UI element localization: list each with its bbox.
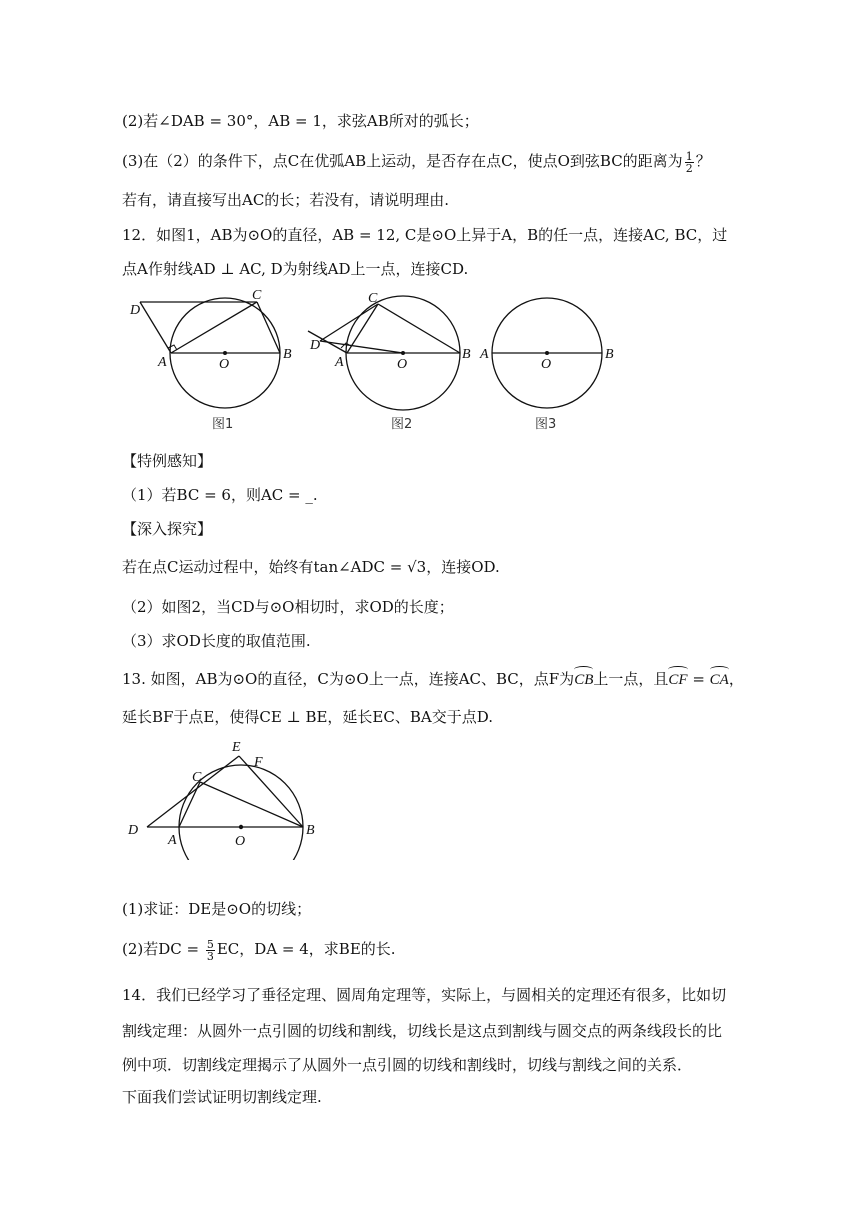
q14-line3: 例中项．切割线定理揭示了从圆外一点引圆的切线和割线时，切线与割线之间的关系． — [122, 1056, 693, 1074]
fig1-label-A: A — [158, 355, 167, 370]
q12-part2: （2）如图2，当CD与⊙O相切时，求OD的长度； — [122, 598, 454, 616]
fig3-caption: 图3 — [535, 417, 557, 432]
fig3-label-O: O — [541, 357, 552, 372]
q12-figure-1 — [129, 288, 292, 432]
fig3-label-A: A — [480, 347, 489, 362]
q12-heading-explore: 【深入探究】 — [122, 520, 213, 538]
fig1-caption: 图1 — [212, 417, 234, 432]
fig2-label-O: O — [397, 357, 408, 372]
q12-intro: 若在点C运动过程中，始终有tan∠ADC = √3，连接OD. — [122, 558, 500, 576]
q12-figures — [0, 286, 860, 436]
q11-part3 — [122, 150, 711, 174]
q13-part2: (2)若DC = $\frac{5}{3}$ EC，DA = 4，求BE的长. — [122, 937, 396, 963]
q14-line1: 14．我们已经学习了垂径定理、圆周角定理等，实际上，与圆相关的定理还有很多，比如切 — [122, 986, 727, 1004]
arc-CA: CA — [710, 669, 729, 691]
q13-part2-fraction: $\frac{5}{3}$ — [206, 937, 214, 963]
fig2-label-B: B — [462, 347, 471, 362]
q12-part1: （1）若BC = 6，则AC = _. — [122, 486, 318, 504]
q12-part3: （3）求OD长度的取值范围. — [122, 632, 311, 650]
fig3-label-B: B — [605, 347, 614, 362]
q12-heading-special: 【特例感知】 — [122, 452, 213, 470]
q13-label-E: E — [232, 740, 241, 755]
q13-label-D: D — [128, 823, 139, 838]
q13-figure — [120, 735, 380, 860]
q12-figure-2 — [308, 291, 471, 432]
q13-label-B: B — [306, 823, 315, 838]
arc-CF: CF — [668, 669, 687, 691]
q14-line2: 割线定理：从圆外一点引圆的切线和割线，切线长是这点到割线与圆交点的两条线段长的比 — [122, 1022, 723, 1040]
q13-line2: 延长BF于点E，使得CE ⊥ BE，延长EC、BA交于点D. — [122, 708, 493, 726]
q13-line1: 13. 如图，AB为⊙O的直径，C为⊙O上一点，连接AC、BC，点F为CB上一点，且CF = CA， — [122, 668, 744, 691]
fig1-label-B: B — [283, 347, 292, 362]
q13-label-O: O — [235, 834, 246, 849]
q12-figure-3 — [479, 298, 614, 432]
arc-CB: CB — [574, 669, 593, 691]
q11-part3-text: (3)在（2）的条件下，点C在优弧AB上运动，是否存在点C，使点O到弦BC的距离为 — [122, 152, 683, 170]
fig2-label-D: D — [310, 338, 321, 353]
q11-part3-fraction: $\frac{1}{2}$ — [685, 149, 693, 175]
fig2-label-A: A — [335, 355, 344, 370]
fig2-label-C: C — [368, 291, 378, 306]
q11-part2: (2)若∠DAB = 30°，AB = 1，求弦AB所对的弧长； — [122, 112, 479, 130]
q13-label-F: F — [254, 755, 263, 770]
fig1-label-O: O — [219, 357, 230, 372]
q12-line2: 点A作射线AD ⊥ AC, D为射线AD上一点，连接CD. — [122, 260, 469, 278]
fig2-caption: 图2 — [391, 417, 413, 432]
q12-line1: 12．如图1，AB为⊙O的直径，AB = 12, C是⊙O上异于A，B的任一点，连接AC, BC，过 — [122, 226, 728, 244]
q11-part3-end: ？ — [695, 152, 711, 170]
q13-label-C: C — [192, 770, 202, 785]
q14-line4: 下面我们尝试证明切割线定理. — [122, 1088, 322, 1106]
q11-part3-line2: 若有，请直接写出AC的长；若没有，请说明理由. — [122, 191, 450, 209]
q13-label-A: A — [168, 833, 177, 848]
fig1-label-D: D — [130, 303, 141, 318]
fig1-label-C: C — [252, 288, 262, 303]
q13-part1: (1)求证：DE是⊙O的切线； — [122, 900, 312, 918]
